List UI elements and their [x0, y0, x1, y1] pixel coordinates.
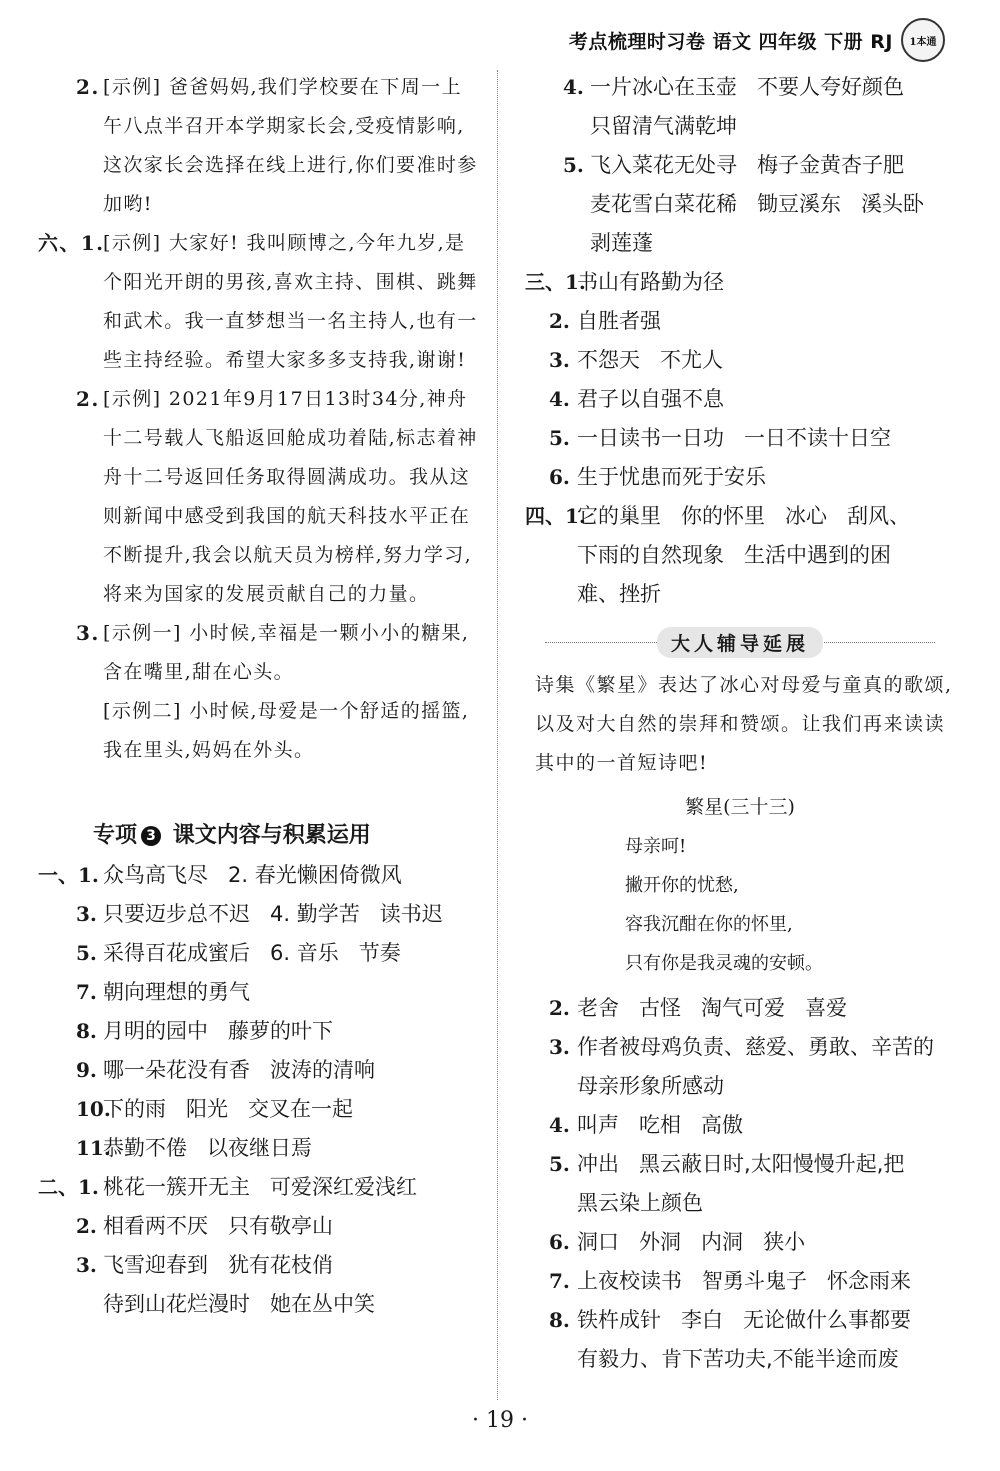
item-number: 六、1.: [38, 231, 105, 255]
item-number: 5.: [549, 1152, 570, 1176]
answer-item: [38, 380, 478, 614]
item-text: 恭勤不倦 以夜继日焉: [103, 1136, 313, 1160]
item-text: 一片冰心在玉壶 不要人夸好颜色 只留清气满乾坤: [590, 75, 905, 138]
answer-item: [38, 1090, 478, 1129]
item-text: 书山有路勤为径: [577, 270, 724, 294]
item-number: 7.: [549, 1269, 570, 1293]
answer-item: [525, 302, 955, 341]
item-number: 2.: [549, 309, 570, 333]
answer-item: [525, 1223, 955, 1262]
answer-item: [525, 380, 955, 419]
answer-item: [38, 1051, 478, 1090]
answer-item: [38, 1246, 478, 1324]
answer-item: [38, 1012, 478, 1051]
answer-item: [525, 146, 955, 263]
extension-header: [525, 624, 955, 660]
answer-item: [38, 895, 478, 934]
item-text: 月明的园中 藤萝的叶下: [103, 1019, 334, 1043]
poem-line: 撇开你的忧愁,: [625, 875, 739, 896]
poem-line: 母亲呵!: [625, 836, 687, 857]
item-number: 2.: [76, 75, 100, 99]
answer-item: [525, 1145, 955, 1223]
answer-item: [525, 989, 955, 1028]
item-text: 飞雪迎春到 犹有花枝俏 待到山花烂漫时 她在丛中笑: [103, 1253, 376, 1316]
item-text: 生于忧患而死于安乐: [577, 465, 766, 489]
section-name: 课文内容与积累运用: [172, 823, 371, 848]
item-number: 8.: [549, 1308, 570, 1332]
item-text: 君子以自强不息: [577, 387, 724, 411]
left-column: [38, 68, 478, 1324]
item-text: [示例二] 小时候,母爱是一个舒适的摇篮,我在里头,妈妈在外头。: [103, 700, 470, 761]
item-number: 三、1.: [525, 270, 586, 294]
item-number: 3.: [549, 348, 570, 372]
item-number: 4.: [549, 1113, 570, 1137]
item-number: 2.: [76, 387, 100, 411]
answer-item: [38, 1207, 478, 1246]
item-text: 老舍 古怪 淘气可爱 喜爱: [577, 996, 848, 1020]
answer-item: [525, 1106, 955, 1145]
logo-seal-icon: 1本通: [901, 18, 945, 62]
item-number: 3.: [76, 902, 97, 926]
poem-title: 繁星(三十三): [685, 796, 795, 818]
item-number: 2.: [549, 996, 570, 1020]
page-number: · 19 ·: [472, 1408, 528, 1433]
item-number: 四、1.: [525, 504, 586, 528]
item-number: 2.: [76, 1214, 97, 1238]
extension-title: 大人辅导延展: [657, 627, 823, 658]
poem-line: 只有你是我灵魂的安顿。: [625, 953, 823, 974]
section-title: [38, 816, 478, 856]
item-number: 4.: [563, 75, 584, 99]
answer-item: [525, 263, 955, 302]
item-number: 8.: [76, 1019, 97, 1043]
answer-item: [525, 497, 955, 614]
item-text: 一日读书一日功 一日不读十日空: [577, 426, 892, 450]
answer-item: [38, 973, 478, 1012]
answer-item: [525, 419, 955, 458]
item-number: 6.: [549, 1230, 570, 1254]
answer-item: [525, 1262, 955, 1301]
right-column: [525, 68, 955, 1379]
item-text: 作者被母鸡负责、慈爱、勇敢、辛苦的 母亲形象所感动: [577, 1035, 934, 1098]
answer-item: [38, 1129, 478, 1168]
item-text: 众鸟高飞尽 2. 春光懒困倚微风: [103, 863, 402, 887]
item-number: 7.: [76, 980, 97, 1004]
answer-item: [38, 224, 478, 380]
answer-item: [38, 1168, 478, 1207]
item-text: 飞入菜花无处寻 梅子金黄杏子肥 麦花雪白菜花稀 锄豆溪东 溪头卧 剥莲蓬: [590, 153, 925, 255]
answer-item: [525, 1028, 955, 1106]
item-text: [示例] 爸爸妈妈,我们学校要在下周一上午八点半召开本学期家长会,受疫情影响,这次家长会选择在线上进行,你们要准时参加哟!: [103, 76, 478, 215]
answer-item: [38, 614, 478, 692]
item-number: 3.: [76, 621, 100, 645]
section-number-circle: 3: [141, 826, 161, 846]
answer-item: [38, 934, 478, 973]
item-number: 5.: [563, 153, 584, 177]
item-text: 自胜者强: [577, 309, 661, 333]
item-number: 9.: [76, 1058, 97, 1082]
item-text: 叫声 吃相 高傲: [577, 1113, 744, 1137]
extension-paragraph: 诗集《繁星》表达了冰心对母爱与童真的歌颂,以及对大自然的崇拜和赞颂。让我们再来读读其中的一首短诗吧!: [535, 674, 953, 774]
item-number: 10.: [76, 1097, 111, 1121]
answer-item: [525, 458, 955, 497]
section-prefix: 专项: [93, 823, 138, 848]
header-title: 考点梳理时习卷 语文 四年级 下册 RJ: [568, 30, 893, 53]
answer-item: [525, 68, 955, 146]
item-text: [示例] 大家好! 我叫顾博之,今年九岁,是个阳光开朗的男孩,喜欢主持、围棋、跳舞和武术。我一直梦想当一名主持人,也有一些主持经验。希望大家多多支持我,谢谢!: [103, 232, 478, 371]
item-number: 3.: [549, 1035, 570, 1059]
item-number: 5.: [76, 941, 97, 965]
item-text: 上夜校读书 智勇斗鬼子 怀念雨来: [577, 1269, 912, 1293]
item-number: 二、1.: [38, 1175, 99, 1199]
item-text: 下的雨 阳光 交叉在一起: [103, 1097, 354, 1121]
item-text: 相看两不厌 只有敬亭山: [103, 1214, 334, 1238]
item-number: 一、1.: [38, 863, 99, 887]
item-number: 5.: [549, 426, 570, 450]
item-text: 哪一朵花没有香 波涛的清响: [103, 1058, 376, 1082]
item-text: [示例一] 小时候,幸福是一颗小小的糖果,含在嘴里,甜在心头。: [103, 622, 470, 683]
answer-item: [38, 68, 478, 224]
answer-item: [525, 341, 955, 380]
answer-item: [38, 692, 478, 770]
page-header: [569, 20, 945, 60]
item-text: 冲出 黑云蔽日时,太阳慢慢升起,把 黑云染上颜色: [577, 1152, 905, 1215]
item-text: 桃花一簇开无主 可爱深红爱浅红: [103, 1175, 418, 1199]
item-text: 不怨天 不尤人: [577, 348, 724, 372]
item-text: 朝向理想的勇气: [103, 980, 250, 1004]
item-text: 铁杵成针 李白 无论做什么事都要 有毅力、肯下苦功夫,不能半途而废: [577, 1308, 912, 1371]
column-divider: [497, 70, 498, 1400]
item-text: [示例] 2021年9月17日13时34分,神舟十二号载人飞船返回舱成功着陆,标志着神舟十二号返回任务取得圆满成功。我从这则新闻中感受到我国的航天科技水平正在不断提升,我会以航天员为榜样,努力学习,将来为国家的发展贡献自己的力量。: [103, 388, 478, 605]
item-text: 只要迈步总不迟 4. 勤学苦 读书迟: [103, 902, 443, 926]
answer-item: [525, 1301, 955, 1379]
item-number: 4.: [549, 387, 570, 411]
item-text: 采得百花成蜜后 6. 音乐 节奏: [103, 941, 401, 965]
item-text: 洞口 外洞 内洞 狭小: [577, 1230, 806, 1254]
poem-line: 容我沉酣在你的怀里,: [625, 914, 793, 935]
item-number: 6.: [549, 465, 570, 489]
item-number: 3.: [76, 1253, 97, 1277]
item-text: 它的巢里 你的怀里 冰心 刮风、 下雨的自然现象 生活中遇到的困 难、挫折: [577, 504, 911, 606]
answer-item: [38, 856, 478, 895]
item-number: 11.: [76, 1136, 111, 1160]
